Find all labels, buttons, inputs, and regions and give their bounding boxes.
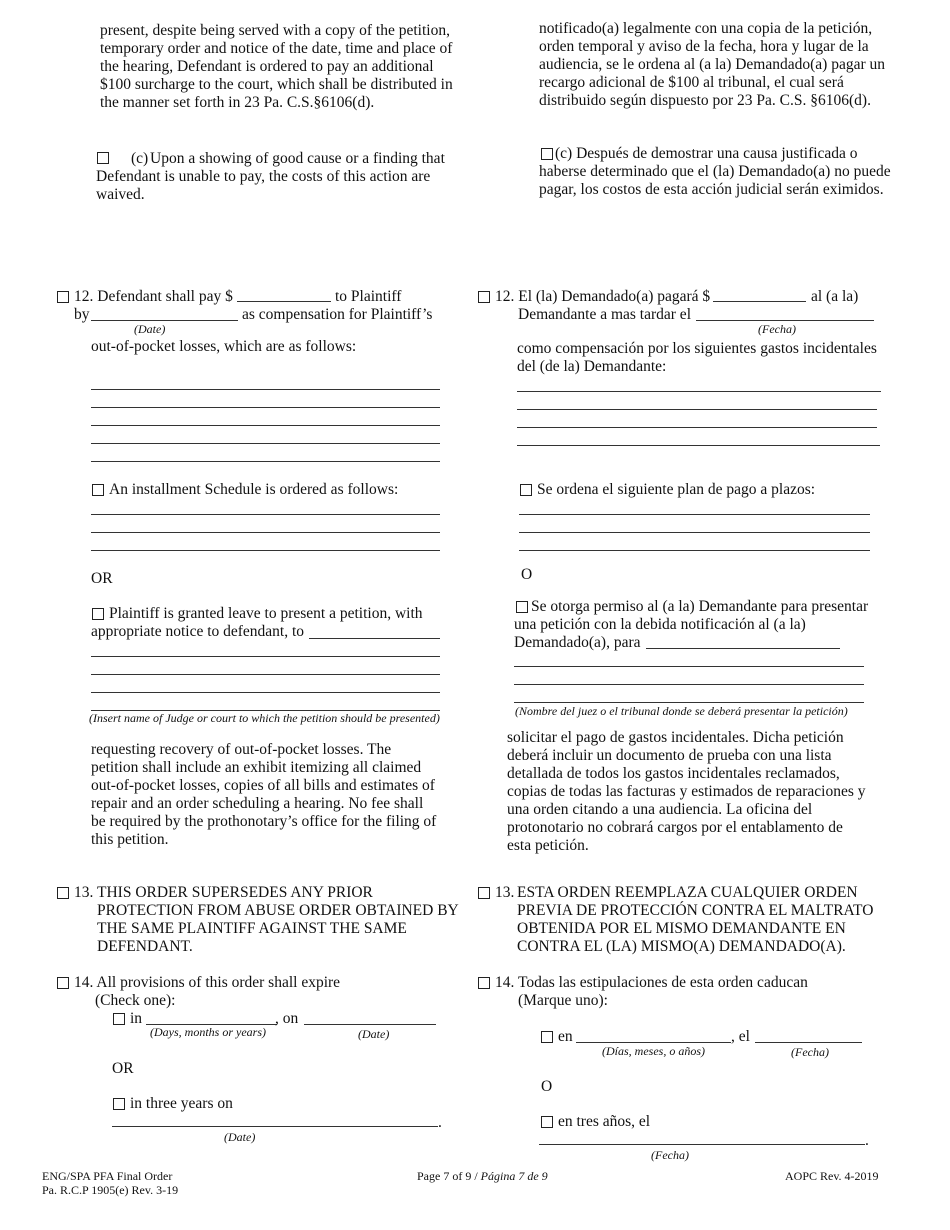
footer-rule: Pa. R.C.P 1905(e) Rev. 3-19 xyxy=(42,1183,179,1197)
es-or-2: O xyxy=(541,1078,553,1095)
en-three-years-checkbox[interactable] xyxy=(113,1098,125,1110)
es-three-years-period: . xyxy=(865,1132,869,1149)
es-p14-el-label: , el xyxy=(731,1028,750,1045)
en-p12-line1b: to Plaintiff xyxy=(335,288,402,305)
en-leave-line-3[interactable] xyxy=(91,692,440,693)
es-installment-line-1[interactable] xyxy=(519,514,870,515)
es-p12-line3: como compensación por los siguientes gastos incidentales del (de la) Demandante: xyxy=(517,340,877,375)
es-p12-line1a: 12. El (la) Demandado(a) pagará $ xyxy=(495,288,711,305)
en-losses-line-3[interactable] xyxy=(91,425,440,426)
es-p13-checkbox[interactable] xyxy=(478,887,490,899)
en-p12-line2a: by xyxy=(74,306,90,323)
en-losses-line-4[interactable] xyxy=(91,443,440,444)
en-p13-text: THIS ORDER SUPERSEDES ANY PRIOR PROTECTION FROM ABUSE ORDER OBTAINED BY THE SAME PLAINTIFF AGAINST THE SAME DEFENDANT. xyxy=(97,884,459,955)
es-leave-line-2[interactable] xyxy=(514,684,864,685)
es-losses-line-3[interactable] xyxy=(517,427,877,428)
en-three-years-date-caption: (Date) xyxy=(224,1130,256,1144)
es-p14-en-checkbox[interactable] xyxy=(541,1031,553,1043)
footer-form-name: ENG/SPA PFA Final Order xyxy=(42,1169,173,1183)
en-or-2: OR xyxy=(112,1060,134,1077)
es-c-paragraph xyxy=(539,145,904,199)
en-p12-amount-field[interactable] xyxy=(237,301,331,302)
es-three-years-date-field[interactable] xyxy=(539,1144,865,1145)
es-installment-line-3[interactable] xyxy=(519,550,870,551)
en-p12-checkbox[interactable] xyxy=(57,291,69,303)
es-judge-caption: (Nombre del juez o el tribunal donde se deberá presentar la petición) xyxy=(515,704,848,718)
en-leave-line2: appropriate notice to defendant, to xyxy=(91,623,305,640)
en-p14-on-label: , on xyxy=(275,1010,299,1027)
es-p14-line1: 14. Todas las estipulaciones de esta orden caducan xyxy=(495,974,808,991)
en-leave-checkbox[interactable] xyxy=(92,608,104,620)
es-three-years-checkbox[interactable] xyxy=(541,1116,553,1128)
en-p14-date-field[interactable] xyxy=(304,1024,436,1025)
es-leave-line-3[interactable] xyxy=(514,702,864,703)
en-c-text: Upon a showing of good cause or a finding that Defendant is unable to pay, the costs of this action are waived. xyxy=(96,150,445,203)
footer-revision: AOPC Rev. 4-2019 xyxy=(785,1169,879,1183)
en-or-1: OR xyxy=(91,570,113,587)
es-leave-line-1[interactable] xyxy=(514,666,864,667)
en-p14-in-label: in xyxy=(130,1010,143,1027)
es-installment-label: Se ordena el siguiente plan de pago a plazos: xyxy=(537,481,816,498)
es-p13-num: 13. xyxy=(495,884,515,901)
es-p12-line2a: Demandante a mas tardar el xyxy=(518,306,691,323)
en-losses-line-1[interactable] xyxy=(91,389,440,390)
es-p14-days-caption: (Días, meses, o años) xyxy=(602,1044,705,1058)
en-installment-checkbox[interactable] xyxy=(92,484,104,496)
es-p14-en-label: en xyxy=(558,1028,573,1045)
es-installment-checkbox[interactable] xyxy=(520,484,532,496)
en-requesting-paragraph: requesting recovery of out-of-pocket losses. The petition shall include an exhibit itemizing all claimed out-of-pocket losses, copies of all bills and estimates of repair and an order scheduling a hearing. No fee shall be required by the prothonotary’s office for the filing of this petition. xyxy=(91,741,437,848)
en-p14-date-caption: (Date) xyxy=(358,1027,390,1041)
es-three-years-label: en tres años, el xyxy=(558,1113,651,1130)
en-losses-line-5[interactable] xyxy=(91,461,440,462)
es-requesting-paragraph: solicitar el pago de gastos incidentales. Dicha petición deberá incluir un documento de prueba con una lista detallada de todos los gastos incidentales reclamados, copias de todas las facturas y estimados de reparaciones y una orden citando a una audiencia. La oficina del protonotario no cobrará cargos por el entablamento de esta petición. xyxy=(507,729,866,854)
en-leave-field[interactable] xyxy=(309,638,440,639)
es-three-years-date-caption: (Fecha) xyxy=(651,1148,689,1162)
es-installment-line-2[interactable] xyxy=(519,532,870,533)
es-p14-check: (Marque uno): xyxy=(518,992,608,1009)
en-p14-checkbox[interactable] xyxy=(57,977,69,989)
es-p14-checkbox[interactable] xyxy=(478,977,490,989)
footer-page-es: Página 7 de 9 xyxy=(480,1169,548,1183)
en-p12-date-caption: (Date) xyxy=(134,322,166,336)
en-p14-line1: 14. All provisions of this order shall expire xyxy=(74,974,341,991)
es-p12-date-caption: (Fecha) xyxy=(758,322,796,336)
en-installment-label: An installment Schedule is ordered as follows: xyxy=(109,481,399,498)
en-leave-line1: Plaintiff is granted leave to present a petition, with xyxy=(109,605,423,622)
es-p14-date-caption: (Fecha) xyxy=(791,1045,829,1059)
en-losses-line-2[interactable] xyxy=(91,407,440,408)
es-p12-date-field[interactable] xyxy=(696,320,874,321)
es-p12-checkbox[interactable] xyxy=(478,291,490,303)
en-installment-line-2[interactable] xyxy=(91,532,440,533)
footer-page-en: Page 7 of 9 / xyxy=(417,1169,481,1183)
en-installment-line-1[interactable] xyxy=(91,514,440,515)
en-p12-date-field[interactable] xyxy=(91,320,238,321)
es-p14-duration-field[interactable] xyxy=(576,1042,731,1043)
en-c-label: (c) xyxy=(131,150,149,167)
en-c-paragraph xyxy=(96,150,456,204)
en-p14-in-checkbox[interactable] xyxy=(113,1013,125,1025)
en-p12-line2b: as compensation for Plaintiff’s xyxy=(242,306,433,323)
en-intro-paragraph: present, despite being served with a copy of the petition, temporary order and notice of the date, time and place of the hearing, Defendant is ordered to pay an additional $100 surcharge to the court, which shall be distributed in the manner set forth in 23 Pa. C.S.§6106(d). xyxy=(100,22,453,111)
es-c-text: (c) Después de demostrar una causa justificada o haberse determinado que el (la) Demandado(a) no puede pagar, los costos de esta acción judicial serán eximidos. xyxy=(539,145,891,198)
es-leave-text: Se otorga permiso al (a la) Demandante para presentar una petición con la debida notificación al (a la) Demandado(a), para xyxy=(514,598,869,651)
es-p14-date-field[interactable] xyxy=(755,1042,862,1043)
en-p14-check: (Check one): xyxy=(95,992,176,1009)
en-p14-days-caption: (Days, months or years) xyxy=(150,1025,266,1039)
es-p12-line1b: al (a la) xyxy=(811,288,859,305)
en-installment-line-3[interactable] xyxy=(91,550,440,551)
es-or-1: O xyxy=(521,566,533,583)
en-p13-num: 13. xyxy=(74,884,94,901)
es-losses-line-2[interactable] xyxy=(517,409,877,410)
en-three-years-label: in three years on xyxy=(130,1095,233,1112)
en-judge-caption: (Insert name of Judge or court to which the petition should be presented) xyxy=(89,711,440,725)
es-losses-line-1[interactable] xyxy=(517,391,881,392)
en-three-years-date-field[interactable] xyxy=(112,1126,438,1127)
es-intro-paragraph: notificado(a) legalmente con una copia de la petición, orden temporal y aviso de la fecha, hora y lugar de la audiencia, se le ordena al (a la) Demandado(a) pagar un recargo adicional de $100 al tribunal, el cual será distribuido según dispuesto por 23 Pa. C.S. §6106(d). xyxy=(539,20,885,109)
en-three-years-period: . xyxy=(438,1114,442,1131)
en-p13-checkbox[interactable] xyxy=(57,887,69,899)
en-leave-line-2[interactable] xyxy=(91,674,440,675)
es-p12-amount-field[interactable] xyxy=(713,301,806,302)
es-leave-paragraph xyxy=(514,598,886,652)
footer-page-number xyxy=(417,1169,548,1183)
es-p13-text: ESTA ORDEN REEMPLAZA CUALQUIER ORDEN PREVIA DE PROTECCIÓN CONTRA EL MALTRATO OBTENIDA POR EL MISMO DEMANDANTE EN CONTRA EL (LA) MISMO(A) DEMANDADO(A). xyxy=(517,884,874,955)
en-p12-line1a: 12. Defendant shall pay $ xyxy=(74,288,233,305)
en-p12-line3: out-of-pocket losses, which are as follows: xyxy=(91,338,357,355)
es-leave-field[interactable] xyxy=(646,648,840,649)
en-leave-line-1[interactable] xyxy=(91,656,440,657)
es-losses-line-4[interactable] xyxy=(517,445,880,446)
